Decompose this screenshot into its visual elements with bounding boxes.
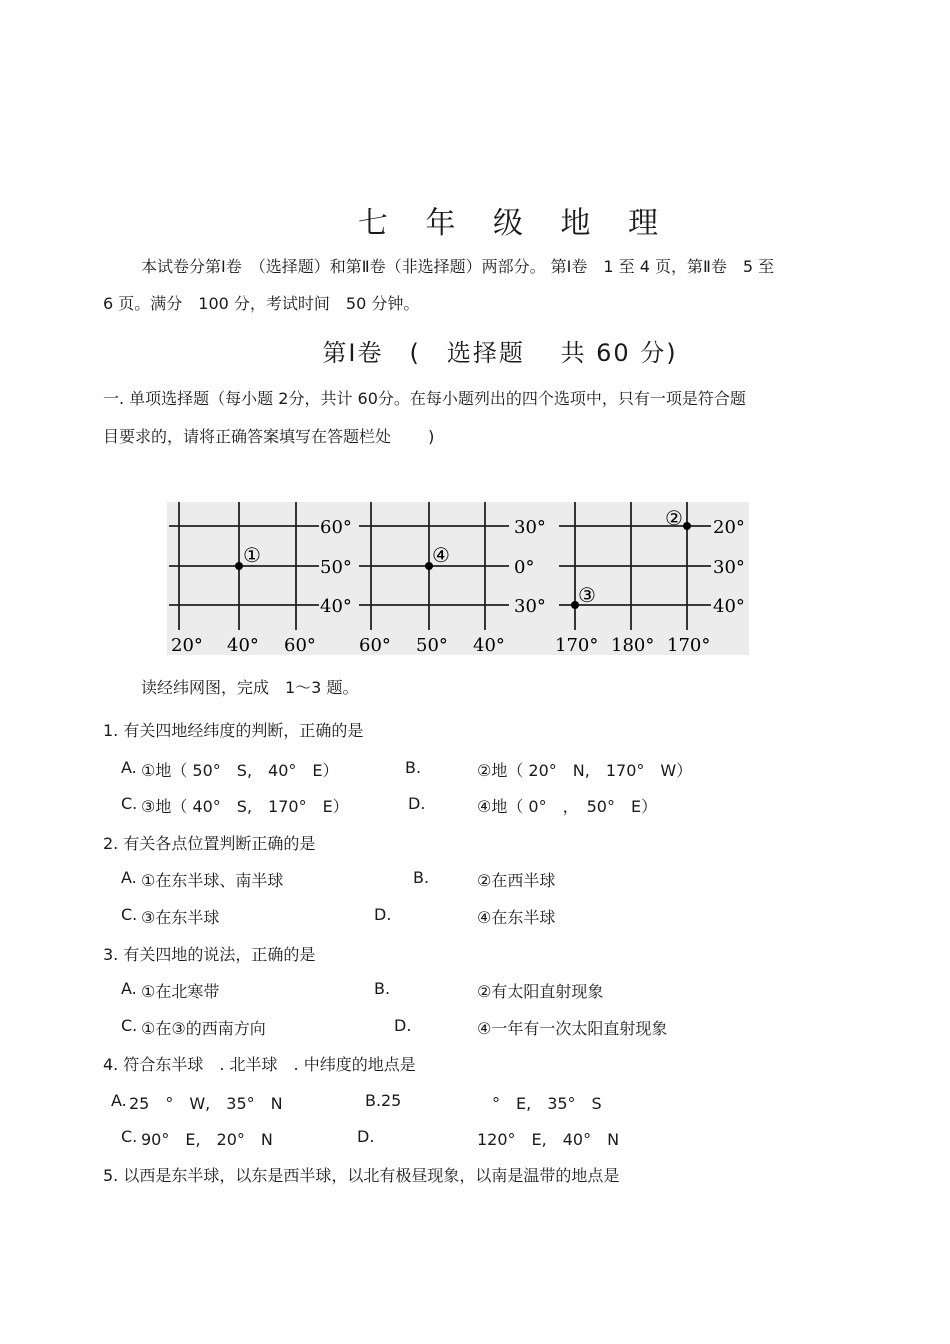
instructions-line-2: 目要求的，请将正确答案填写在答题栏处 )	[103, 427, 435, 446]
q2-option-a-text: ①在东半球、南半球	[141, 871, 284, 890]
panel1-lon-label-2: 40°	[227, 635, 259, 655]
section-title: 第Ⅰ卷 ( 选择题 共 60 分)	[322, 339, 678, 367]
point-3-label: ③	[578, 583, 596, 607]
panel2-lon-label-3: 40°	[473, 635, 505, 655]
panel3-lon-label-3: 170°	[667, 635, 711, 655]
panel1-lat-label-1: 60°	[320, 517, 352, 538]
panel2-lat-label-3: 30°	[514, 596, 546, 617]
graticule-svg	[167, 502, 749, 655]
q4-option-b-text: ° E, 35° S	[492, 1094, 602, 1113]
q3-option-d-letter: D.	[394, 1016, 412, 1035]
q1-option-a-text: ①地（ 50° S, 40° E）	[141, 761, 339, 780]
q2-option-a-letter: A.	[121, 868, 137, 887]
panel1-lat-label-2: 50°	[320, 557, 352, 578]
point-2-label: ②	[665, 506, 683, 530]
panel1-lon-label-1: 20°	[171, 635, 203, 655]
q4-option-a-letter: A.	[111, 1091, 127, 1110]
panel3-lat-label-1: 20°	[713, 517, 745, 538]
question-1-stem: 1. 有关四地经纬度的判断，正确的是	[103, 721, 364, 740]
q1-option-a-letter: A.	[121, 758, 137, 777]
panel2-lat-label-1: 30°	[514, 517, 546, 538]
panel2-lat-label-2: 0°	[514, 557, 535, 578]
instructions-line-1: 一. 单项选择题（每小题 2分，共计 60分。在每小题列出的四个选项中，只有一项是符合题	[103, 389, 746, 408]
q4-option-d-text: 120° E, 40° N	[477, 1130, 620, 1149]
q3-option-b-letter: B.	[374, 979, 391, 998]
q4-option-d-letter: D.	[357, 1127, 375, 1146]
question-5-stem: 5. 以西是东半球，以东是西半球，以北有极昼现象，以南是温带的地点是	[103, 1166, 620, 1185]
figure-background	[167, 502, 749, 655]
q4-option-a-text: 25 ° W, 35° N	[129, 1094, 283, 1113]
panel3-lon-label-2: 180°	[611, 635, 655, 655]
page-title: 七 年 级 地 理	[357, 206, 673, 241]
graticule-figure	[167, 502, 749, 655]
question-4-stem: 4. 符合东半球 . 北半球 . 中纬度的地点是	[103, 1055, 416, 1074]
intro-line-1: 本试卷分第Ⅰ卷 （选择题）和第Ⅱ卷（非选择题）两部分。 第Ⅰ卷 1 至 4 页，第Ⅱ卷 5 至	[141, 257, 775, 276]
panel3-lat-label-2: 30°	[713, 557, 745, 578]
q2-option-d-text: ④在东半球	[477, 908, 556, 927]
q3-option-c-letter: C.	[121, 1016, 138, 1035]
question-3-stem: 3. 有关四地的说法，正确的是	[103, 945, 316, 964]
panel3-lon-label-1: 170°	[555, 635, 599, 655]
q4-option-c-letter: C.	[121, 1127, 138, 1146]
q3-option-c-text: ①在③的西南方向	[141, 1019, 266, 1038]
q4-option-b-letter: B.	[365, 1091, 382, 1110]
q1-option-b-text: ②地（ 20° N, 170° W）	[477, 761, 693, 780]
point-4-label: ④	[432, 543, 450, 567]
q2-option-c-text: ③在东半球	[141, 908, 220, 927]
q3-option-b-text: ②有太阳直射现象	[477, 982, 604, 1001]
panel1-lon-label-3: 60°	[284, 635, 316, 655]
q2-option-b-text: ②在西半球	[477, 871, 556, 890]
q1-option-d-letter: D.	[408, 794, 426, 813]
q2-option-c-letter: C.	[121, 905, 138, 924]
q4-option-b-number: 25	[381, 1091, 402, 1110]
q3-option-a-text: ①在北寒带	[141, 982, 220, 1001]
q3-option-d-text: ④一年有一次太阳直射现象	[477, 1019, 668, 1038]
panel3-lat-label-3: 40°	[713, 596, 745, 617]
q3-option-a-letter: A.	[121, 979, 137, 998]
panel1-lat-label-3: 40°	[320, 596, 352, 617]
point-1-marker	[235, 562, 243, 570]
q1-option-c-letter: C.	[121, 794, 138, 813]
q1-option-c-text: ③地（ 40° S, 170° E）	[141, 797, 349, 816]
q2-option-d-letter: D.	[374, 905, 392, 924]
panel2-lon-label-1: 60°	[359, 635, 391, 655]
point-1-label: ①	[243, 543, 261, 567]
question-2-stem: 2. 有关各点位置判断正确的是	[103, 834, 316, 853]
q4-option-c-text: 90° E, 20° N	[141, 1130, 273, 1149]
q1-option-b-letter: B.	[405, 758, 422, 777]
intro-line-2: 6 页。满分 100 分，考试时间 50 分钟。	[103, 294, 420, 313]
figure-caption: 读经纬网图，完成 1～3 题。	[141, 678, 359, 697]
q2-option-b-letter: B.	[413, 868, 430, 887]
panel2-lon-label-2: 50°	[416, 635, 448, 655]
point-2-marker	[683, 522, 691, 530]
q1-option-d-text: ④地（ 0° ， 50° E）	[477, 797, 658, 816]
